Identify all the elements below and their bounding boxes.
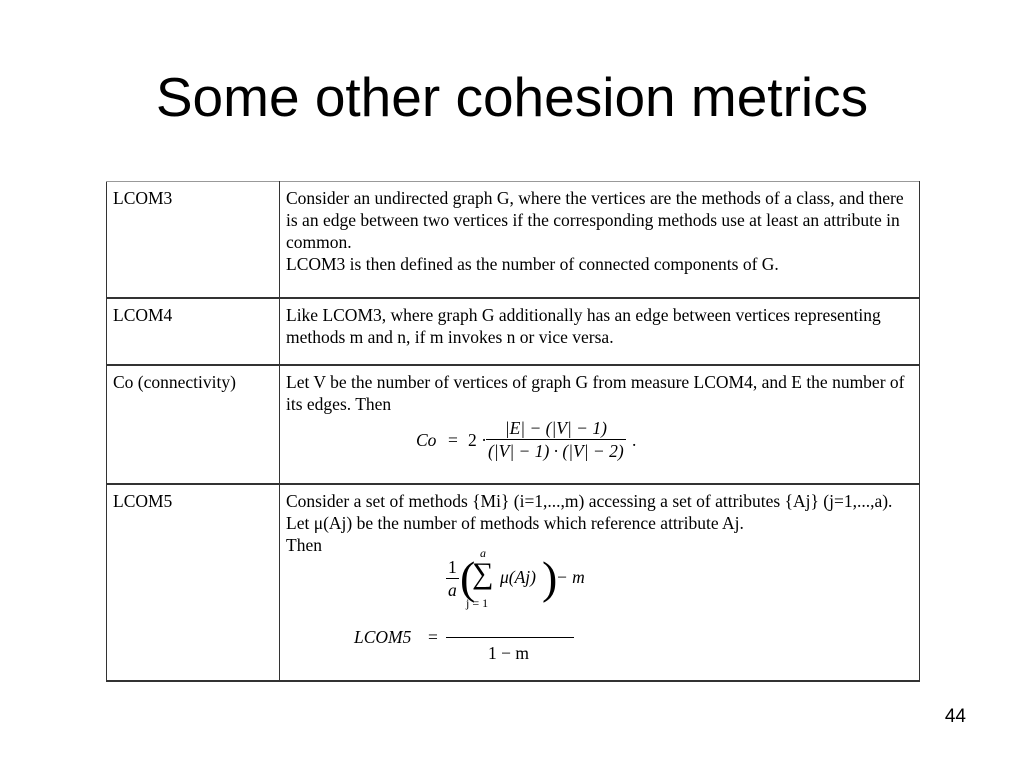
inner-fraction xyxy=(446,556,459,601)
close-paren: ) xyxy=(542,552,558,603)
formula-lhs: Co xyxy=(416,430,437,450)
description-line: common. xyxy=(286,232,352,252)
lcom5-formula xyxy=(286,546,913,672)
table-row xyxy=(107,484,920,681)
sum-lower-limit: j = 1 xyxy=(466,596,489,610)
metric-name: LCOM3 xyxy=(107,182,280,299)
description-line: methods m and n, if m invokes n or vice versa. xyxy=(286,327,614,347)
description-line: Consider a set of methods {Mi} (i=1,...,m) accessing a set of attributes {Aj} (j=1,...,a). xyxy=(286,491,893,511)
description-line: LCOM3 is then defined as the number of connected components of G. xyxy=(286,254,779,274)
metric-name: LCOM5 xyxy=(107,484,280,681)
formula-coefficient: 2 · xyxy=(468,430,487,450)
formula-denominator: (|V| − 1) · (|V| − 2) xyxy=(488,441,624,461)
formula-denominator: 1 − m xyxy=(488,643,529,663)
description-line: Let μ(Aj) be the number of methods which reference attribute Aj. xyxy=(286,513,744,533)
description-line: Then xyxy=(286,535,322,555)
sum-term: μ(Aj) xyxy=(500,567,536,587)
formula-equals: = xyxy=(428,627,438,647)
metrics-table xyxy=(106,181,920,682)
description-line: is an edge between two vertices if the corresponding methods use at least an attribute in xyxy=(286,210,900,230)
description-line: Like LCOM3, where graph G additionally has an edge between vertices representing xyxy=(286,305,881,325)
description-line: Consider an undirected graph G, where the vertices are the methods of a class, and there xyxy=(286,188,904,208)
inner-numerator: 1 xyxy=(448,557,457,577)
table-row xyxy=(107,298,920,365)
formula-fraction xyxy=(486,417,626,462)
inner-denominator: a xyxy=(448,580,457,600)
description-line: its edges. Then xyxy=(286,394,392,414)
metric-description xyxy=(280,182,920,299)
metric-name: LCOM4 xyxy=(107,298,280,365)
formula-period: . xyxy=(632,430,637,450)
metric-description xyxy=(280,298,920,365)
metric-description xyxy=(280,484,920,681)
metric-description xyxy=(280,365,920,484)
table-row xyxy=(107,365,920,484)
table-row xyxy=(107,182,920,299)
formula-equals: = xyxy=(448,430,458,450)
co-formula xyxy=(286,417,913,467)
metric-name: Co (connectivity) xyxy=(107,365,280,484)
formula-lhs: LCOM5 xyxy=(354,627,412,647)
open-paren: ( xyxy=(460,552,476,603)
page-number: 44 xyxy=(944,706,966,727)
description-line: Let V be the number of vertices of graph G from measure LCOM4, and E the number of xyxy=(286,372,905,392)
formula-numerator: |E| − (|V| − 1) xyxy=(486,417,626,440)
formula-minus-m: − m xyxy=(556,567,585,587)
main-fraction-bar xyxy=(446,637,574,638)
sum-sign: ∑ xyxy=(472,557,494,590)
sum-upper-limit: a xyxy=(480,546,486,560)
slide-title: Some other cohesion metrics xyxy=(155,66,869,128)
